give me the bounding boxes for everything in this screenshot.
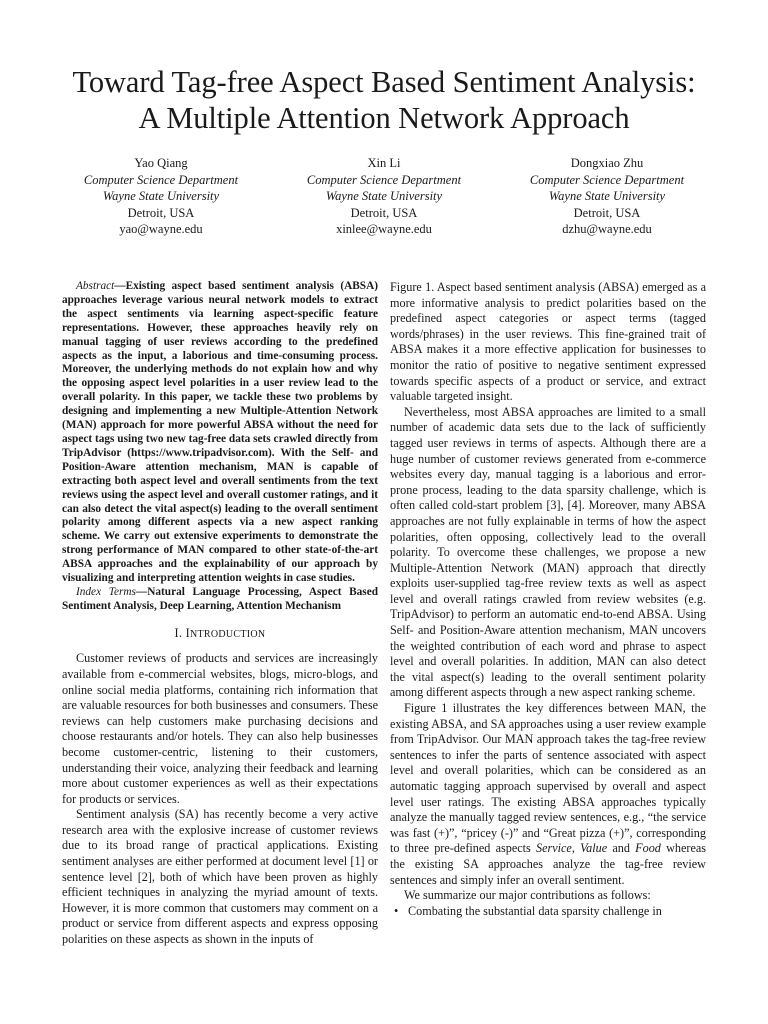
paragraph-contributions: We summarize our major contributions as follows:: [404, 888, 651, 903]
author-univ: Wayne State University: [102, 189, 220, 203]
list-item: • Combating the substantial data sparsity challenge in: [402, 904, 706, 920]
contribution-list: [390, 904, 706, 920]
author-name: Dongxiao Zhu: [570, 156, 644, 170]
author-email: xinlee@wayne.edu: [336, 222, 432, 236]
conjunction: and: [607, 841, 636, 856]
author-location: Detroit, USA: [573, 205, 641, 220]
left-column: [62, 280, 378, 948]
author-dept: Computer Science Department: [529, 172, 685, 187]
index-terms: [62, 586, 378, 614]
author-1: [50, 155, 272, 238]
intro-paragraph-1: Customer reviews of products and services are increasingly available from e-commercial websites, blogs, micro-blogs, and online social media platforms, containing rich information that are valuable resources for both businesses and consumers. These reviews can help customers make purchasing decisions and choose restaurants and/or hotels. They can also help businesses become customer-centric, listening to their customers, understanding their voice, analyzing their feedback and learning more about customer experiences as well as their expectations for products or services.: [62, 651, 378, 806]
title-line-2: A Multiple Attention Network Approach: [138, 101, 630, 135]
title-line-1: Toward Tag-free Aspect Based Sentiment Analysis:: [72, 65, 696, 99]
author-location: Detroit, USA: [350, 205, 418, 220]
abstract-label: Abstract: [76, 280, 115, 292]
right-column: [390, 280, 706, 919]
abstract: [62, 280, 378, 586]
author-email: yao@wayne.edu: [119, 222, 203, 236]
author-2: [273, 155, 495, 238]
separator: ,: [571, 841, 581, 856]
intro-paragraph-2: Sentiment analysis (SA) has recently become a very active research area with the explosive increase of customer reviews due to its broad range of practical applications. Existing sentiment analyses are either performed at document level [1] or sentence level [2], both of which have been proven as highly efficient techniques in analyzing the myriad amount of texts. However, it is more common that customers may comment on a product or service from different aspects and express opposing polarities on these aspects as shown in the inputs of: [62, 807, 378, 947]
index-terms-label: Index Terms: [76, 585, 136, 598]
author-dept: Computer Science Department: [306, 172, 462, 187]
author-univ: Wayne State University: [548, 189, 666, 203]
author-name: Xin Li: [367, 156, 401, 170]
paragraph-continuation: Figure 1. Aspect based sentiment analysis (ABSA) emerged as a more informative analysis to predict polarities based on the predefined aspect categories or aspect terms (tagged words/phrases) in the user reviews. This fine-grained trait of ABSA makes it a more effective application for businesses to monitor the ratio of positive to negative sentiment expressed towards specific aspects of a product or service, and extract valuable targeted insight.: [390, 280, 706, 404]
abstract-text: —Existing aspect based sentiment analysis (ABSA) approaches leverage various neural network models to extract the aspect sentiments via learning aspect-specific feature representations. However, these approaches heavily rely on manual tagging of user reviews according to the predefined aspects as the input, a laborious and time-consuming process. Moreover, the underlying methods do not explain how and why the opposing aspect level polarities in a user review lead to the overall polarity. In this paper, we tackle these two problems by designing and implementing a new Multiple-Attention Network (MAN) approach for more powerful ABSA without the need for aspect tags using two new tag-free data sets crawled directly from TripAdvisor (https://www.tripadvisor.com). With the Self- and Position-Aware attention mechanism, MAN is capable of extracting both aspect level and overall sentiments from the text reviews using the aspect level and overall customer ratings, and it can also detect the vital aspect(s) leading to the overall sentiment polarity among different aspects via a new aspect ranking scheme. We carry out extensive experiments to demonstrate the strong performance of MAN compared to other state-of-the-art ABSA approaches and the explainability of our approach by visualizing and interpreting attention weights in case studies.: [62, 280, 378, 585]
index-terms-text: —Natural Language Processing, Aspect Based Sentiment Analysis, Deep Learning, Attention Mechanism: [62, 585, 378, 612]
aspect-service: Service: [535, 841, 572, 856]
aspect-value: Value: [580, 841, 608, 856]
paragraph-challenges: Nevertheless, most ABSA approaches are limited to a small number of academic data sets due to the lack of sufficiently tagged user reviews in terms of aspects. Although there are a huge number of customer reviews generated from e-commerce websites every day, manual tagging is a laborious and error-prone process, leading to the data sparsity challenge, which is often called cold-start problem [3], [4]. Moreover, many ABSA approaches are not fully explainable in terms of how the aspect polarities, often opposing, collectively lead to the overall polarity. To overcome these challenges, we propose a new Multiple-Attention Network (MAN) approach that directly exploits user-supplied tag-free review texts as well as aspect level and overall ratings crawled from review websites (e.g. TripAdvisor) to perform an automatic end-to-end ABSA. Using Self- and Position-Aware attention mechanism, MAN uncovers the weighted contribution of each word and phrase to aspect level and overall polarities. In addition, MAN can also detect the vital aspect(s) leading to the overall sentiment polarity among different aspects through a new aspect ranking scheme.: [390, 404, 706, 700]
paragraph-text: whereas the existing SA approaches analyze the tag-free review sentences and simply infer an overall sentiment.: [390, 841, 707, 887]
author-univ: Wayne State University: [325, 189, 443, 203]
author-location: Detroit, USA: [127, 205, 195, 220]
section-heading: [62, 626, 378, 643]
paragraph-figure1: [390, 701, 706, 888]
section-number: I. I: [174, 625, 190, 640]
author-block: [50, 155, 718, 238]
author-dept: Computer Science Department: [83, 172, 239, 187]
section-title: NTRODUCTION: [189, 628, 266, 640]
paragraph-text: Figure 1 illustrates the key differences between MAN, the existing ABSA, and SA approaches using a user review example from TripAdvisor. Our MAN approach takes the tag-free review sentences to infer the parts of sentence associated with aspect level and overall polarities, which can be considered as an automatic tagging approach supervised by overall and aspect level user ratings. The existing ABSA approaches typically analyze the manually tagged review sentences, e.g., “the service was fast (+)”, “pricey (-)” and “Great pizza (+)”, corresponding to three pre-defined aspects: [390, 701, 706, 856]
aspect-food: Food: [635, 841, 661, 856]
paper-title: [40, 64, 728, 136]
author-3: [496, 155, 718, 238]
author-email: dzhu@wayne.edu: [562, 222, 652, 236]
author-name: Yao Qiang: [134, 156, 188, 170]
